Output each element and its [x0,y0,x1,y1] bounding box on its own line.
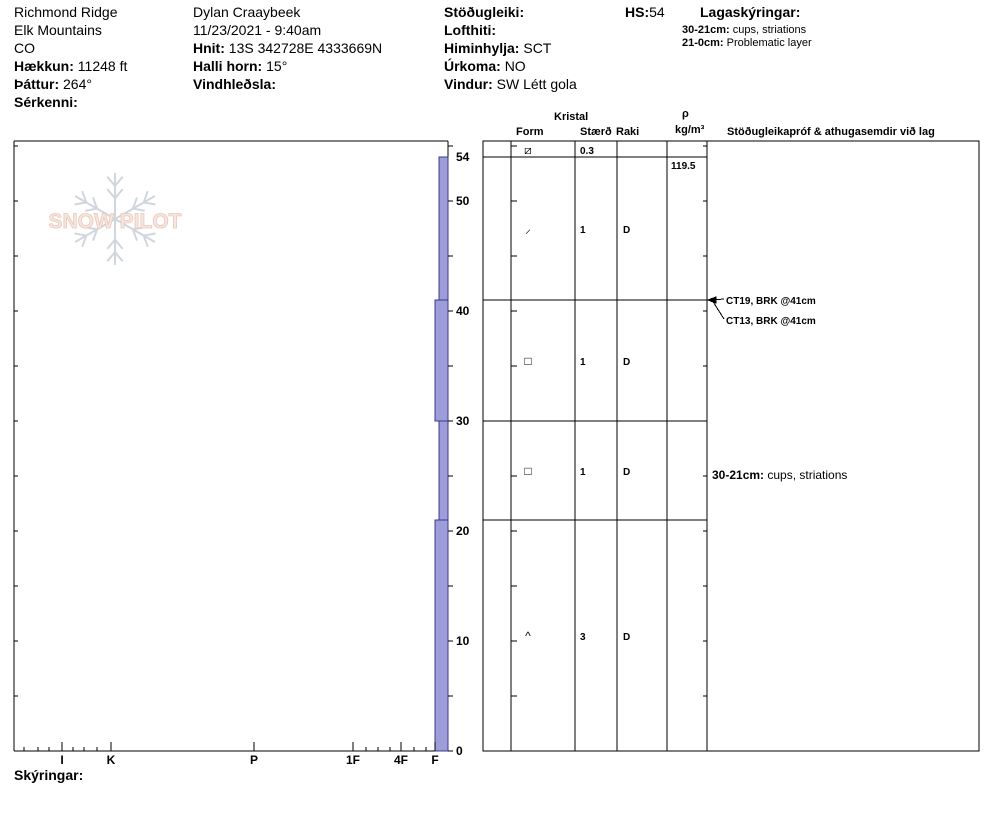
layer-table-frame [483,141,979,751]
elevation-label: Hækkun: [14,58,74,74]
wind-label: Vindur: [444,76,493,92]
grain-form-icon: ⸝ [524,222,532,236]
precip-label: Úrkoma: [444,58,501,74]
elevation-value: 11248 ft [77,58,128,74]
grain-form-icon: ⧄ [524,143,532,157]
wind-value: SW Létt gola [496,76,577,92]
mountain-range: Elk Mountains [14,22,102,38]
hardness-tick-label: F [431,753,439,767]
layer-note-range: 30-21cm: [682,24,730,36]
layer-note-text: cups, striations [732,24,807,36]
depth-tick-label: 0 [456,744,463,758]
grain-size: 1 [580,357,586,368]
grain-form-icon: □ [524,464,532,478]
grain-size: 0.3 [580,146,594,157]
slope-label: Halli horn: [193,58,263,74]
hardness-bar [439,421,448,520]
hardness-bar [435,520,448,751]
logo-text: SNOW PILOT [48,210,182,233]
depth-tick-label: 10 [456,634,470,648]
hardness-tick-label: 4F [393,753,409,767]
air-temp-label: Lofthiti: [444,22,497,38]
hs-label: HS: [625,4,650,20]
depth-tick-label: 30 [456,414,470,428]
hardness-tick-label: P [249,753,259,767]
hs-value: 54 [649,4,665,20]
moisture: D [623,225,631,236]
wind-loading-label: Vindhleðsla: [193,76,276,92]
rho-header: ρ [682,108,689,120]
moisture: D [623,357,631,368]
test-arrow-icon [708,297,716,303]
grain-form-icon: ^ [525,629,531,643]
hardness-bar [439,157,448,300]
sky-label: Himinhylja: [444,40,520,56]
grain-size: 1 [580,225,586,236]
crystal-header: Kristal [554,111,589,123]
layer-note-text: Problematic layer [726,37,812,49]
moisture: D [623,632,631,643]
state: CO [14,40,35,56]
location-name: Richmond Ridge [14,4,118,20]
hardness-tick-label: I [60,753,64,767]
depth-tick-label: 20 [456,524,470,538]
grain-size: 1 [580,467,586,478]
stability-label: Stöðugleiki: [444,4,525,20]
stability-test: CT19, BRK @41cm [726,296,816,307]
tests-header: Stöðugleikapróf & athugasemdir við lag [727,126,935,138]
stability-test: CT13, BRK @41cm [726,316,816,327]
grain-size: 3 [580,632,586,643]
density-unit-header: kg/m³ [675,124,705,136]
grain-form-icon: □ [524,354,532,368]
moisture-header: Raki [616,126,640,138]
sky-value: SCT [523,40,552,56]
moisture: D [623,467,631,478]
density-value: 119.5 [671,161,696,172]
form-header: Form [516,126,544,138]
features-label: Sérkenni: [14,94,78,110]
depth-tick-label: 54 [456,150,470,164]
hardness-tick-label: K [106,753,116,767]
coords-label: Hnit: [193,40,225,56]
size-header: Stærð [580,126,612,138]
layer-notes-label: Lagaskýringar: [700,4,801,20]
layer-comment: 30-21cm: cups, striations [712,468,848,482]
aspect-label: Þáttur: [14,76,60,92]
snowpilot-logo [49,173,182,265]
precip-value: NO [504,58,526,74]
hardness-tick-label: 1F [345,753,361,767]
layer-note-range: 21-0cm: [682,37,724,49]
observer-name: Dylan Craaybeek [193,4,301,20]
test-leader-line [712,300,724,319]
depth-tick-label: 50 [456,194,470,208]
slope-value: 15° [266,58,288,74]
observation-datetime: 11/23/2021 - 9:40am [193,22,322,38]
hardness-bar [435,300,448,421]
depth-tick-label: 40 [456,304,470,318]
comments-label: Skýringar: [14,767,84,783]
aspect-value: 264° [63,76,92,92]
coords-value: 13S 342728E 4333669N [228,40,383,56]
